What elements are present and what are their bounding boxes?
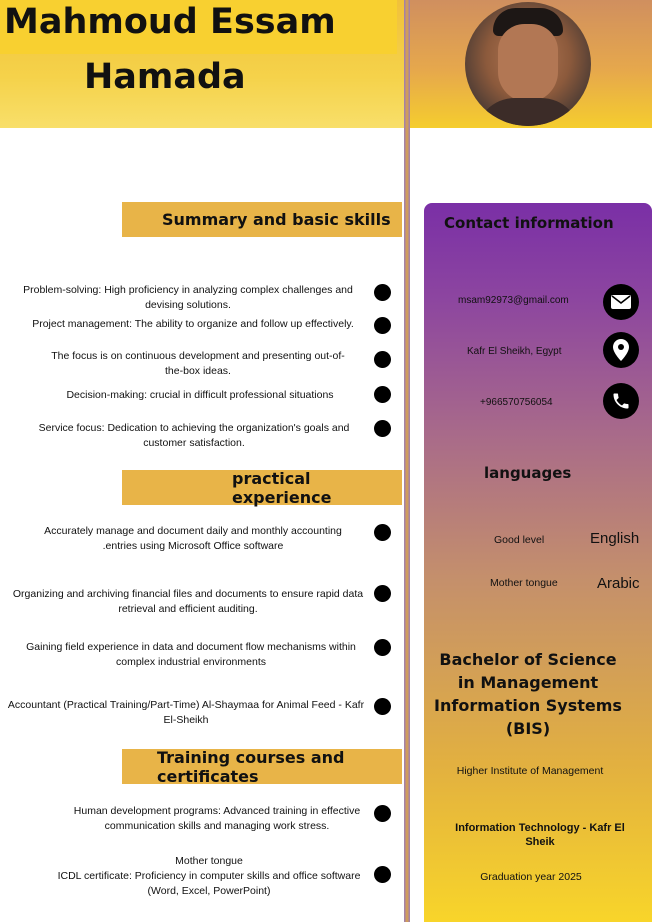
bullet-icon	[374, 284, 391, 301]
language-name: Arabic	[597, 575, 640, 592]
summary-item-1: Problem-solving: High proficiency in analyzing complex challenges and devising solutions.	[23, 284, 353, 311]
summary-item-5: Service focus: Dedication to achieving the organization's goals and customer satisfaction.	[38, 422, 350, 449]
bullet-icon	[374, 386, 391, 403]
contact-title: Contact information	[444, 214, 614, 232]
section-title-experience: practical experience	[122, 470, 402, 505]
bullet-icon	[374, 639, 391, 656]
experience-item-1: Accurately manage and document daily and monthly accounting .entries using Microsoft Office software	[44, 525, 342, 552]
summary-item-3: The focus is on continuous development and presenting out-of-the-box ideas.	[51, 350, 345, 377]
summary-item-2: Project management: The ability to organize and follow up effectively.	[32, 318, 354, 330]
language-level: Good level	[494, 534, 545, 546]
education-graduation: Graduation year 2025	[480, 871, 582, 883]
column-divider	[404, 0, 410, 922]
bullet-icon	[374, 698, 391, 715]
section-title-training: Training courses and certificates	[122, 749, 402, 784]
experience-item-2: Organizing and archiving financial files and documents to ensure rapid data retrieval and efficient auditing.	[12, 588, 364, 615]
bullet-icon	[374, 585, 391, 602]
language-name: English	[590, 530, 640, 547]
training-item-2: Mother tongue ICDL certificate: Proficiency in computer skills and office software (Word, Excel, PowerPoint)	[57, 855, 361, 897]
education-degree: Bachelor of Science in Management Information Systems (BIS)	[434, 650, 622, 738]
email-icon	[603, 284, 639, 320]
name-first: Mahmoud Essam	[4, 2, 336, 42]
training-item-1: Human development programs: Advanced training in effective communication skills and managing work stress.	[73, 805, 361, 832]
language-level: Mother tongue	[490, 577, 558, 589]
education-institute: Higher Institute of Management	[456, 765, 604, 777]
experience-item-3: Gaining field experience in data and document flow mechanisms within complex industrial environments	[26, 641, 356, 668]
bullet-icon	[374, 866, 391, 883]
contact-phone[interactable]: +966570756054	[480, 397, 553, 408]
bullet-icon	[374, 351, 391, 368]
contact-location: Kafr El Sheikh, Egypt	[467, 346, 562, 357]
languages-title: languages	[484, 464, 572, 482]
bullet-icon	[374, 805, 391, 822]
bullet-icon	[374, 420, 391, 437]
summary-item-4: Decision-making: crucial in difficult professional situations	[66, 389, 334, 401]
education-field: Information Technology - Kafr El Sheik	[455, 822, 625, 848]
bullet-icon	[374, 317, 391, 334]
section-title-summary: Summary and basic skills	[122, 202, 402, 237]
profile-photo	[465, 2, 591, 126]
location-pin-icon	[603, 332, 639, 368]
phone-icon	[603, 383, 639, 419]
experience-item-4: Accountant (Practical Training/Part-Time) Al-Shaymaa for Animal Feed - Kafr El-Sheikh	[7, 699, 365, 726]
contact-email[interactable]: msam92973@gmail.com	[458, 295, 569, 306]
name-last: Hamada	[84, 57, 246, 97]
bullet-icon	[374, 524, 391, 541]
